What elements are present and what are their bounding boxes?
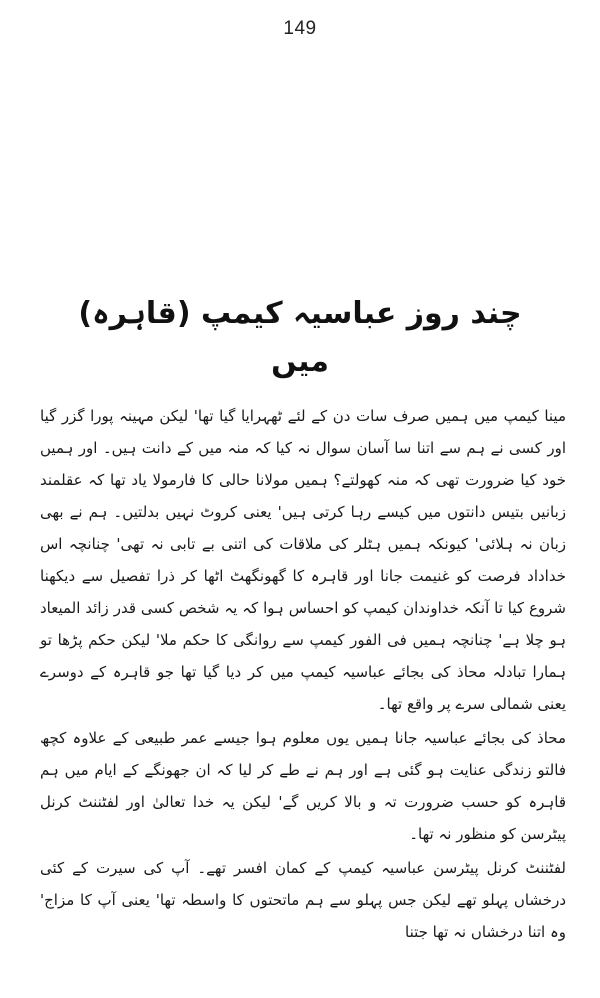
chapter-title: چند روز عباسیہ کیمپ (قاہرہ) میں bbox=[78, 296, 522, 379]
paragraph: لفٹننٹ کرنل پیٹرسن عباسیہ کیمپ کے کمان افسر تھے۔ آپ کی سیرت کے کئی درخشاں پہلو تھے لیکن جس پہلو سے ہم ماتحتوں کا واسطہ تھا' یعنی آپ کا مزاج' وہ اتنا درخشاں نہ تھا جتنا bbox=[40, 859, 566, 941]
paragraph: مینا کیمپ میں ہمیں صرف سات دن کے لئے ٹھہرایا گیا تھا' لیکن مہینہ پورا گزر گیا اور کسی نے ہم سے اتنا سا آسان سوال نہ کیا کہ منہ میں کے دانت ہیں۔ اور ہمیں خود کیا ضرورت تھی کہ منہ کھولتے؟ ہمیں مولانا حالی کا فارمولا یاد تھا کہ عقلمند زبانیں بتیس دانتوں میں کیسے رہا کرتی ہیں' یعنی کروٹ نہیں بدلتیں۔ ہم نے بھی زبان نہ ہلائی' کیونکہ ہمیں ہٹلر کی ملاقات کی اتنی بے تابی نہ تھی' چنانچہ اس خداداد فرصت کو غنیمت جانا اور قاہرہ کا گھونگھٹ اٹھا کر ذرا تفصیل سے دیکھنا شروع کیا تا آنکہ خداوندان کیمپ کو احساس ہوا کہ یہ شخص کسی قدر زائد المیعاد ہو چلا ہے' چنانچہ ہمیں فی الفور کیمپ سے روانگی کا حکم ملا' لیکن حکم پڑھا تو ہمارا تبادلہ محاذ کی بجائے عباسیہ کیمپ میں کر دیا گیا تھا جو قاہرہ کے دوسرے یعنی شمالی سرے پر واقع تھا۔ bbox=[40, 407, 566, 713]
body-text bbox=[40, 400, 566, 950]
paragraph: محاذ کی بجائے عباسیہ جانا ہمیں یوں معلوم ہوا جیسے عمر طبیعی کے علاوہ کچھ فالتو زندگی عنایت ہو گئی ہے اور ہم نے طے کر لیا کہ ان جھونگے کے ایام میں ہم قاہرہ کو حسب ضرورت تہ و بالا کریں گے' لیکن یہ خدا تعالیٰ اور لفٹننٹ کرنل پیٹرسن کو منظور نہ تھا۔ bbox=[40, 729, 566, 843]
page-number: 149 bbox=[283, 18, 317, 39]
